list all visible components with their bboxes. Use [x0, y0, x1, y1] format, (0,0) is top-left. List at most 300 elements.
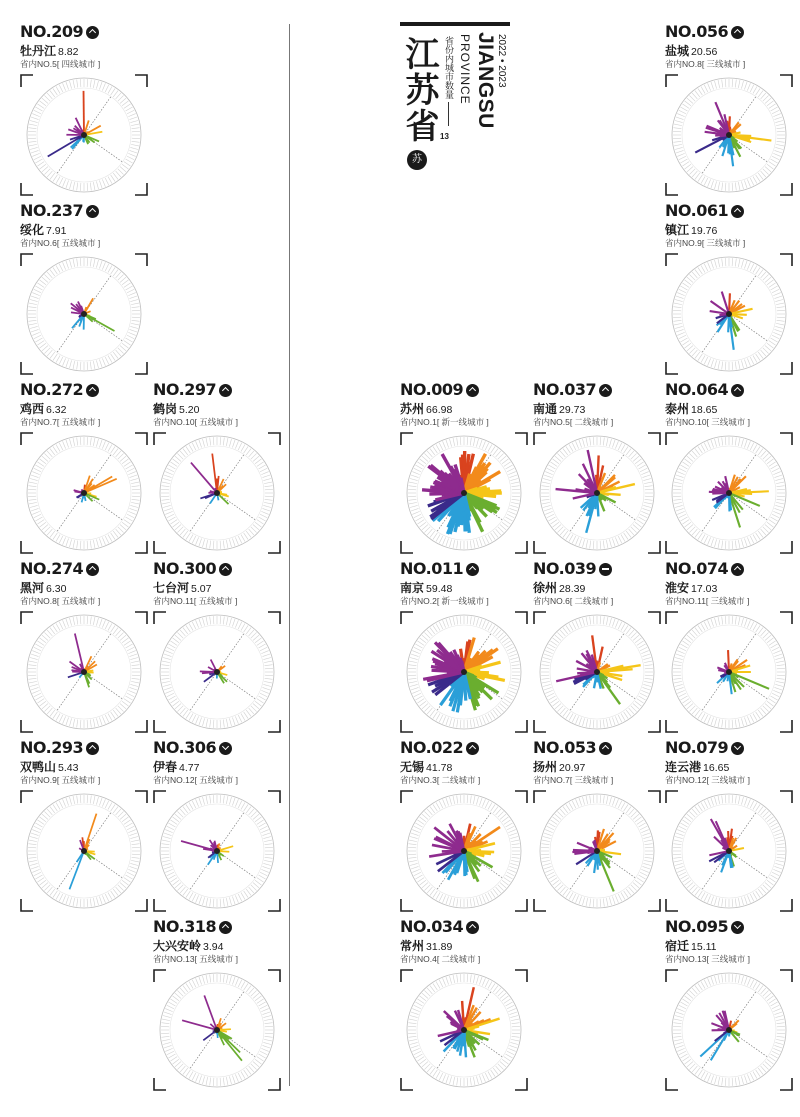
ring-tick [253, 704, 259, 709]
ring-tick [689, 453, 695, 459]
ring-tick [708, 620, 711, 627]
ring-tick [102, 716, 105, 723]
ring-tick [676, 1012, 684, 1015]
ring-tick [124, 699, 131, 703]
ring-tick [213, 720, 214, 728]
ring-tick [424, 453, 430, 459]
city-card-suihua [20, 201, 148, 376]
ring-tick [210, 437, 211, 445]
ring-tick [259, 823, 266, 827]
ring-tick [777, 678, 785, 679]
ring-tick [408, 854, 416, 855]
ring-tick [63, 716, 66, 723]
radial-chart [400, 611, 528, 733]
city-province-rank: 省内NO.10[ 五线城市 ] [153, 417, 239, 427]
ring-tick [253, 814, 259, 819]
ring-tick [162, 840, 170, 842]
ring-tick [175, 456, 181, 461]
ring-tick [132, 486, 140, 487]
ring-tick [747, 799, 750, 806]
ring-tick [756, 891, 760, 898]
ring-tick [232, 1075, 235, 1083]
ring-tick [504, 520, 511, 524]
ring-tick [470, 1078, 471, 1086]
ring-tick [583, 718, 585, 726]
ring-tick [241, 445, 245, 452]
ring-tick [645, 668, 653, 669]
ring-tick [433, 625, 437, 632]
ring-tick [210, 541, 211, 549]
ring-tick [161, 489, 169, 490]
ring-tick [63, 537, 66, 544]
ring-tick [479, 1075, 482, 1083]
ring-tick [547, 693, 554, 697]
city-name-line [533, 758, 585, 775]
ring-tick [47, 630, 52, 636]
ring-tick [547, 826, 554, 830]
guide-line [190, 672, 217, 711]
ring-tick [735, 1078, 736, 1086]
ring-tick [685, 996, 691, 1001]
ring-tick [116, 708, 121, 714]
ring-tick [255, 996, 261, 1001]
city-province-rank: 省内NO.6[ 二线城市 ] [533, 596, 614, 606]
ring-tick [427, 630, 432, 636]
ring-tick [132, 844, 140, 845]
ring-tick [457, 720, 458, 728]
ring-tick [777, 857, 785, 858]
ring-tick [433, 446, 437, 453]
ring-tick [44, 95, 50, 101]
ring-tick [722, 258, 723, 266]
ring-tick [93, 361, 95, 369]
corner-bracket [648, 541, 660, 553]
city-province-rank: 省内NO.5[ 二线城市 ] [533, 417, 614, 427]
ring-tick [777, 1023, 785, 1024]
ring-tick [692, 887, 697, 893]
ring-tick [414, 693, 421, 697]
ring-tick [704, 894, 708, 901]
ring-tick [467, 795, 468, 803]
ring-tick [129, 117, 137, 120]
corner-bracket [21, 612, 33, 624]
ring-tick [645, 847, 653, 848]
ring-tick [637, 699, 644, 703]
ring-tick [677, 293, 684, 296]
ring-tick [541, 675, 549, 676]
trend-up-icon [219, 921, 232, 934]
ring-tick [512, 499, 520, 500]
ring-tick [767, 343, 773, 348]
ring-tick [512, 675, 520, 676]
ring-tick [167, 468, 174, 472]
ring-tick [173, 817, 179, 822]
ring-tick [28, 141, 36, 142]
ring-tick [511, 840, 519, 842]
ring-tick [122, 343, 128, 348]
city-score: 41.78 [426, 762, 453, 774]
ring-tick [500, 1062, 506, 1067]
ring-tick [417, 1057, 424, 1061]
corner-bracket [401, 1078, 413, 1090]
ring-tick [246, 628, 251, 634]
ring-tick [777, 131, 785, 132]
ring-tick [253, 993, 259, 998]
ring-tick [29, 860, 37, 862]
ring-tick [53, 267, 57, 274]
ring-tick [265, 668, 273, 669]
ring-tick [232, 798, 235, 806]
ring-tick [772, 647, 779, 651]
ring-tick [673, 131, 681, 132]
ring-tick [756, 1070, 760, 1077]
ring-tick [470, 541, 471, 549]
ring-tick [192, 1073, 196, 1080]
ring-tick [509, 833, 517, 836]
ring-tick [47, 350, 52, 356]
ring-tick [53, 804, 57, 811]
ring-tick [263, 837, 271, 839]
ring-tick [547, 647, 554, 651]
ring-tick [473, 617, 475, 625]
ring-tick [557, 706, 563, 712]
trend-same-icon [599, 563, 612, 576]
ring-tick [685, 459, 691, 464]
corner-bracket [21, 254, 33, 266]
ring-tick [773, 332, 780, 335]
ring-tick [777, 668, 785, 669]
ring-tick [508, 511, 515, 514]
ring-tick [555, 635, 561, 640]
ring-tick [500, 525, 506, 530]
ring-tick [102, 179, 105, 186]
ring-tick [542, 681, 550, 683]
ring-tick [753, 1072, 757, 1079]
ring-tick [30, 684, 38, 686]
ring-tick [542, 661, 550, 663]
ring-tick [261, 651, 268, 654]
city-score: 6.32 [46, 404, 67, 416]
city-count: 13 [440, 132, 449, 141]
ring-tick [750, 443, 754, 450]
ring-tick [189, 803, 193, 810]
ring-tick [645, 665, 653, 666]
ring-tick [132, 675, 140, 676]
ring-tick [640, 468, 647, 472]
ring-tick [603, 437, 604, 445]
ring-tick [210, 720, 211, 728]
ring-tick [253, 635, 259, 640]
ring-tick [631, 706, 637, 712]
ring-tick [257, 641, 264, 645]
ring-tick [37, 520, 44, 524]
ring-tick [485, 536, 489, 543]
ring-tick [77, 541, 78, 549]
ring-tick [704, 1073, 708, 1080]
ring-tick [687, 525, 693, 530]
ring-tick [776, 1039, 784, 1041]
ring-tick [229, 439, 231, 447]
ring-tick [738, 719, 740, 727]
city-score: 7.91 [46, 225, 67, 237]
ring-tick [170, 878, 177, 882]
ring-tick [422, 883, 428, 888]
ring-tick [40, 701, 46, 706]
ring-tick [511, 1039, 519, 1041]
ring-tick [756, 175, 760, 182]
ring-tick [130, 863, 138, 865]
ring-tick [566, 446, 570, 453]
ring-tick [132, 141, 140, 142]
ring-tick [488, 893, 492, 900]
ring-tick [738, 975, 740, 983]
ring-tick [640, 514, 647, 518]
ring-tick [162, 860, 170, 862]
ring-tick [28, 307, 36, 308]
ring-tick [491, 625, 495, 632]
ring-tick [80, 79, 81, 87]
ring-tick [29, 502, 37, 504]
ring-tick [28, 320, 36, 321]
ring-tick [163, 479, 171, 481]
ring-tick [416, 644, 423, 648]
corner-bracket [21, 75, 33, 87]
ring-tick [430, 628, 435, 634]
ring-tick [210, 795, 211, 803]
ring-tick [692, 1066, 697, 1072]
ring-tick [509, 475, 517, 478]
ring-tick [96, 539, 98, 547]
ring-tick [695, 449, 700, 455]
city-card-mudanjiang [20, 22, 148, 197]
ring-tick [42, 635, 48, 640]
ring-tick [633, 635, 639, 640]
ring-tick [681, 517, 688, 521]
ring-tick [774, 329, 782, 332]
ring-tick [164, 1045, 172, 1048]
corner-bracket [666, 433, 678, 445]
ring-tick [99, 180, 102, 188]
city-name: 伊春 [153, 760, 178, 774]
ring-tick [689, 169, 695, 175]
ring-tick [747, 620, 750, 627]
ring-tick [600, 541, 601, 549]
ring-tick [761, 350, 766, 356]
ring-tick [626, 628, 631, 634]
ring-tick [34, 647, 41, 651]
ring-tick [482, 716, 485, 723]
ring-tick [767, 638, 773, 643]
ring-tick [36, 465, 43, 469]
ring-tick [600, 616, 601, 624]
ring-tick [550, 641, 557, 645]
ring-tick [512, 496, 520, 497]
ring-tick [701, 714, 705, 721]
ring-tick [124, 641, 131, 645]
ring-tick [460, 974, 461, 982]
city-rank: NO.074 [665, 559, 729, 578]
ring-tick [504, 699, 511, 703]
ring-tick [569, 624, 573, 631]
ring-tick [711, 896, 714, 904]
ring-tick [687, 98, 693, 103]
ring-tick [593, 720, 594, 728]
ring-tick [53, 891, 57, 898]
ring-tick [774, 1045, 782, 1048]
ring-tick [685, 280, 691, 285]
ring-tick [545, 651, 552, 654]
ring-tick [637, 820, 644, 824]
ring-tick [73, 796, 75, 804]
ring-tick [36, 644, 43, 648]
ring-tick [488, 624, 492, 631]
corner-bracket [135, 899, 147, 911]
ring-tick [265, 499, 273, 500]
ring-tick [223, 720, 224, 728]
ring-tick [677, 1048, 684, 1051]
city-rank: NO.056 [665, 22, 729, 41]
ring-tick [105, 264, 109, 271]
ring-tick [118, 453, 124, 459]
ring-tick [129, 866, 137, 869]
rank-line [153, 738, 232, 758]
ring-tick [772, 468, 779, 472]
radial-chart [665, 432, 793, 554]
ring-tick [479, 538, 482, 546]
ring-tick [609, 539, 611, 547]
city-province-rank: 省内NO.6[ 五线城市 ] [20, 238, 101, 248]
ring-tick [673, 310, 681, 311]
ring-tick [715, 81, 717, 89]
trend-down-icon [731, 742, 744, 755]
ring-tick [132, 854, 140, 855]
corner-bracket [135, 75, 147, 87]
ring-tick [53, 533, 57, 540]
ring-tick [467, 974, 468, 982]
ring-tick [765, 167, 771, 172]
ring-tick [725, 616, 726, 624]
ring-tick [692, 272, 697, 278]
ring-tick [470, 974, 471, 982]
ring-tick [457, 541, 458, 549]
ring-tick [427, 708, 432, 714]
ring-tick [544, 654, 552, 657]
ring-tick [186, 533, 190, 540]
ring-tick [410, 1042, 418, 1044]
ring-tick [87, 258, 88, 266]
ring-tick [704, 622, 708, 629]
ring-tick [626, 531, 631, 537]
ring-tick [261, 690, 268, 693]
ring-tick [476, 976, 478, 984]
ring-tick [763, 1064, 769, 1070]
ring-tick [485, 894, 489, 901]
ring-tick [635, 817, 641, 822]
ring-tick [120, 704, 126, 709]
ring-tick [541, 857, 549, 858]
ring-tick [512, 847, 520, 848]
ring-tick [774, 150, 782, 153]
ring-tick [127, 110, 134, 114]
ring-tick [249, 988, 254, 994]
ring-tick [738, 796, 740, 804]
ring-tick [223, 616, 224, 624]
corner-bracket [780, 362, 792, 374]
ring-tick [725, 974, 726, 982]
ring-tick [473, 719, 475, 727]
ring-tick [777, 1033, 785, 1034]
ring-tick [244, 533, 248, 540]
ring-tick [203, 1076, 205, 1084]
ring-tick [433, 1070, 437, 1077]
ring-tick [777, 1036, 785, 1037]
ring-tick [126, 875, 133, 879]
city-name: 黑河 [20, 581, 45, 595]
ring-tick [673, 317, 681, 318]
ring-tick [238, 622, 242, 629]
ring-tick [498, 453, 504, 459]
ring-tick [507, 468, 514, 472]
ring-tick [226, 898, 228, 906]
ring-tick [244, 983, 248, 990]
ring-tick [493, 1068, 498, 1074]
ring-tick [681, 159, 688, 163]
ring-tick [467, 616, 468, 624]
ring-tick [116, 272, 121, 278]
ring-tick [681, 875, 688, 879]
corner-bracket [21, 899, 33, 911]
ring-tick [102, 83, 105, 90]
ring-tick [229, 1076, 231, 1084]
ring-tick [761, 171, 766, 177]
ring-tick [732, 795, 733, 803]
ring-tick [408, 678, 416, 679]
ring-tick [491, 891, 495, 898]
ring-tick [259, 465, 266, 469]
ring-tick [773, 114, 780, 117]
ring-tick [70, 718, 72, 726]
ring-tick [615, 620, 618, 627]
ring-tick [460, 795, 461, 803]
city-name-line [400, 579, 452, 596]
ring-tick [430, 710, 435, 716]
ring-tick [761, 529, 766, 535]
radial-chart [533, 611, 661, 733]
ring-tick [735, 720, 736, 728]
ring-tick [203, 718, 205, 726]
ring-tick [765, 1062, 771, 1067]
ring-tick [246, 807, 251, 813]
ring-tick [409, 502, 417, 504]
ring-tick [116, 171, 121, 177]
ring-tick [31, 654, 39, 657]
corner-bracket [780, 254, 792, 266]
ring-tick [80, 720, 81, 728]
ring-tick [563, 889, 568, 895]
ring-tick [557, 453, 563, 459]
ring-tick [621, 624, 625, 631]
ring-tick [735, 974, 736, 982]
ring-tick [732, 974, 733, 982]
rank-line [153, 380, 232, 400]
ring-tick [30, 863, 38, 865]
city-score: 31.89 [426, 941, 453, 953]
ring-tick [502, 817, 508, 822]
ring-tick [87, 362, 88, 370]
ring-tick [747, 358, 750, 365]
ring-tick [701, 893, 705, 900]
ring-tick [241, 893, 245, 900]
